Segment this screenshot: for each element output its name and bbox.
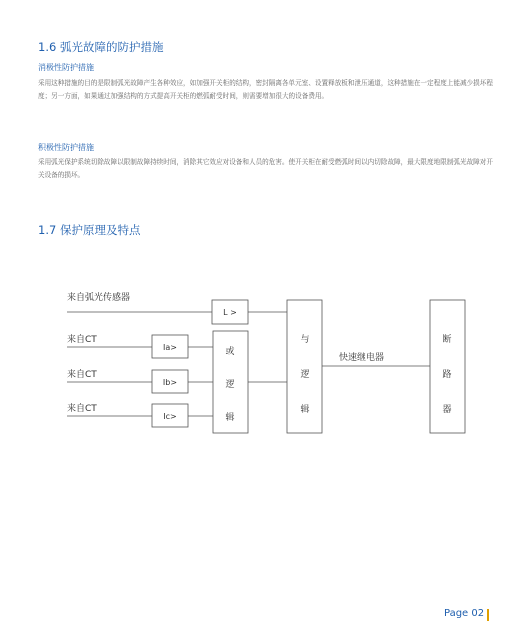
page-number: 02: [471, 608, 485, 619]
or-logic-char-1: 或: [225, 347, 235, 357]
page-footer: [444, 608, 484, 619]
ib-threshold-label: Ib>: [162, 378, 178, 387]
ic-threshold-label: Ic>: [163, 412, 177, 421]
arc-sensor-label: 来自弧光传感器: [67, 293, 131, 303]
breaker-char-2: 路: [442, 370, 452, 380]
ct2-label: 来自CT: [67, 370, 97, 380]
l-threshold-label: L >: [223, 308, 237, 317]
ia-threshold-label: Ia>: [163, 343, 177, 352]
section-1-6-title: 1.6 弧光故障的防护措施: [38, 40, 164, 54]
passive-protection-text: 采用这种措施的目的是限制弧光故障产生各种效应，如加强开关柜的结构，密封隔离各单元室、设置释放板和泄压通道，这种措施在一定程度上能减少损坏程度；另一方面，如果通过加强结构的方式提高开关柜的燃弧耐受时间，则需要增加很大的设备费用。: [38, 79, 493, 100]
active-protection-text: 采用弧光保护系统切除故障以限制故障持续时间，消除其它效应对设备和人员的危害。使开关柜在耐受燃弧时间以内切除故障，最大限度地限制弧光故障对开关设备的损坏。: [38, 158, 493, 179]
or-logic-char-3: 辑: [225, 413, 235, 423]
passive-protection-heading: 消极性防护措施: [38, 63, 94, 72]
active-protection-heading: 积极性防护措施: [38, 143, 94, 152]
page-label: Page: [444, 608, 469, 619]
relay-label: 快速继电器: [339, 353, 385, 363]
footer-accent-bar: [487, 609, 489, 621]
and-logic-char-1: 与: [300, 335, 310, 345]
section-1-7-title: 1.7 保护原理及特点: [38, 223, 141, 237]
ct3-label: 来自CT: [67, 404, 97, 414]
breaker-char-1: 断: [442, 335, 452, 345]
or-logic-char-2: 逻: [225, 380, 235, 390]
and-logic-char-3: 辑: [300, 405, 310, 415]
breaker-char-3: 器: [442, 405, 452, 415]
and-logic-char-2: 逻: [300, 370, 310, 380]
ct1-label: 来自CT: [67, 335, 97, 345]
